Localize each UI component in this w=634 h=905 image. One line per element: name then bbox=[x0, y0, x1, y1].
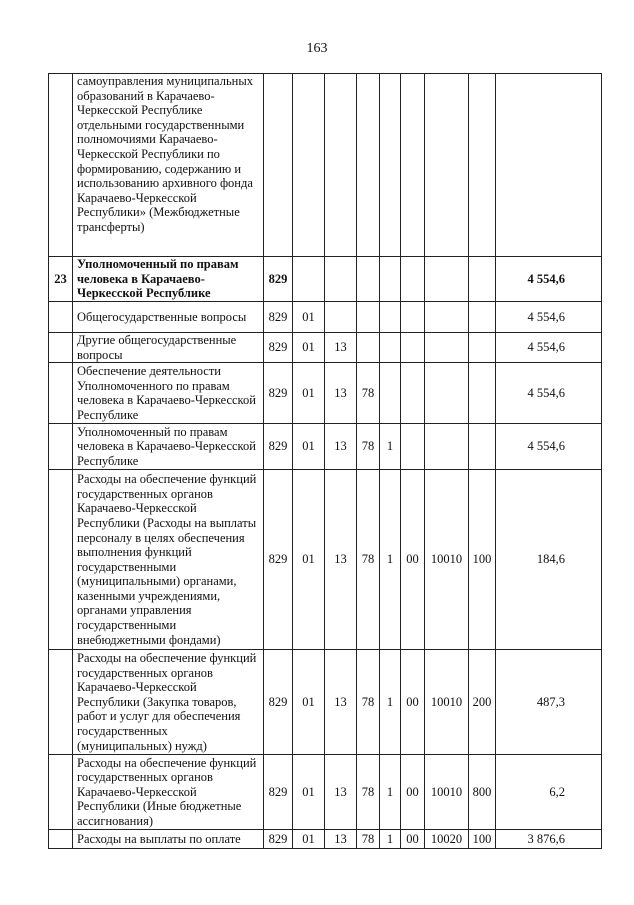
row-rz: 01 bbox=[293, 650, 325, 755]
row-pr: 13 bbox=[325, 470, 357, 650]
row-number bbox=[49, 363, 73, 424]
row-ved: 829 bbox=[264, 302, 293, 333]
row-name: самоуправления муниципальных образований в Карачаево-Черкесской Республике отдельными государственными полномочиями Карачаево-Черкесской Республики по формированию, содержанию и использованию архивного фонда Карачаево-Черкесской Республики» (Межбюджетные трансферты) bbox=[73, 74, 264, 257]
row-vr: 800 bbox=[469, 755, 496, 830]
row-rz: 01 bbox=[293, 363, 325, 424]
row-vr bbox=[469, 74, 496, 257]
row-cs-direction bbox=[425, 74, 469, 257]
row-cs-subprogram bbox=[380, 257, 401, 302]
table-row bbox=[49, 333, 602, 363]
row-cs-program: 78 bbox=[357, 650, 380, 755]
row-vr: 200 bbox=[469, 650, 496, 755]
row-vr bbox=[469, 257, 496, 302]
row-cs-direction bbox=[425, 333, 469, 363]
row-cs-direction bbox=[425, 257, 469, 302]
row-cs-subprogram: 1 bbox=[380, 470, 401, 650]
row-number bbox=[49, 470, 73, 650]
row-name: Уполномоченный по правам человека в Карачаево-Черкесской Республике bbox=[73, 257, 264, 302]
row-name: Обеспечение деятельности Уполномоченного по правам человека в Карачаево-Черкесской Республике bbox=[73, 363, 264, 424]
row-vr: 100 bbox=[469, 470, 496, 650]
row-ved bbox=[264, 74, 293, 257]
row-rz: 01 bbox=[293, 755, 325, 830]
row-cs-direction bbox=[425, 302, 469, 333]
row-number bbox=[49, 74, 73, 257]
row-ved: 829 bbox=[264, 333, 293, 363]
row-ved: 829 bbox=[264, 755, 293, 830]
table-row bbox=[49, 755, 602, 830]
row-ved: 829 bbox=[264, 257, 293, 302]
row-sum: 487,3 bbox=[496, 650, 602, 755]
row-cs-subprogram: 1 bbox=[380, 424, 401, 470]
row-cs-direction bbox=[425, 363, 469, 424]
row-cs-program: 78 bbox=[357, 363, 380, 424]
table-row bbox=[49, 470, 602, 650]
row-vr bbox=[469, 363, 496, 424]
row-cs-subprogram: 1 bbox=[380, 755, 401, 830]
row-sum: 184,6 bbox=[496, 470, 602, 650]
row-sum: 4 554,6 bbox=[496, 257, 602, 302]
table-row bbox=[49, 363, 602, 424]
budget-table bbox=[48, 73, 602, 849]
row-vr bbox=[469, 424, 496, 470]
row-cs-event: 00 bbox=[401, 650, 425, 755]
row-ved: 829 bbox=[264, 424, 293, 470]
row-rz: 01 bbox=[293, 333, 325, 363]
row-cs-direction: 10010 bbox=[425, 755, 469, 830]
row-cs-subprogram bbox=[380, 363, 401, 424]
row-cs-event bbox=[401, 363, 425, 424]
row-rz bbox=[293, 257, 325, 302]
row-number bbox=[49, 755, 73, 830]
row-number bbox=[49, 650, 73, 755]
table-row bbox=[49, 650, 602, 755]
row-vr: 100 bbox=[469, 830, 496, 849]
row-ved: 829 bbox=[264, 830, 293, 849]
row-number bbox=[49, 333, 73, 363]
row-cs-program bbox=[357, 333, 380, 363]
row-sum: 4 554,6 bbox=[496, 333, 602, 363]
row-pr: 13 bbox=[325, 650, 357, 755]
row-sum: 3 876,6 bbox=[496, 830, 602, 849]
row-rz: 01 bbox=[293, 470, 325, 650]
row-pr: 13 bbox=[325, 424, 357, 470]
row-pr: 13 bbox=[325, 830, 357, 849]
row-cs-event bbox=[401, 424, 425, 470]
row-cs-event: 00 bbox=[401, 470, 425, 650]
row-cs-subprogram bbox=[380, 74, 401, 257]
row-name: Общегосударственные вопросы bbox=[73, 302, 264, 333]
row-cs-direction: 10020 bbox=[425, 830, 469, 849]
row-cs-program: 78 bbox=[357, 424, 380, 470]
row-cs-event bbox=[401, 302, 425, 333]
row-rz: 01 bbox=[293, 424, 325, 470]
row-rz: 01 bbox=[293, 302, 325, 333]
table-row bbox=[49, 74, 602, 257]
row-sum: 4 554,6 bbox=[496, 302, 602, 333]
row-number: 23 bbox=[49, 257, 73, 302]
row-cs-subprogram bbox=[380, 333, 401, 363]
row-number bbox=[49, 424, 73, 470]
row-name: Расходы на обеспечение функций государственных органов Карачаево-Черкесской Республики (Расходы на выплаты персоналу в целях обеспечения выполнения функций государственными (муниципальными) органами, казенными учреждениями, органами управления государственными внебюджетными фондами) bbox=[73, 470, 264, 650]
row-cs-event bbox=[401, 333, 425, 363]
row-cs-program: 78 bbox=[357, 830, 380, 849]
row-cs-subprogram: 1 bbox=[380, 830, 401, 849]
row-cs-program: 78 bbox=[357, 755, 380, 830]
row-number bbox=[49, 302, 73, 333]
row-name: Расходы на обеспечение функций государственных органов Карачаево-Черкесской Республики (Закупка товаров, работ и услуг для обеспечения государственных (муниципальных) нужд) bbox=[73, 650, 264, 755]
table-row bbox=[49, 257, 602, 302]
row-ved: 829 bbox=[264, 650, 293, 755]
row-cs-direction: 10010 bbox=[425, 650, 469, 755]
row-pr bbox=[325, 302, 357, 333]
row-cs-direction bbox=[425, 424, 469, 470]
row-name: Расходы на обеспечение функций государственных органов Карачаево-Черкесской Республики (Иные бюджетные ассигнования) bbox=[73, 755, 264, 830]
row-cs-event: 00 bbox=[401, 830, 425, 849]
row-ved: 829 bbox=[264, 470, 293, 650]
row-cs-program: 78 bbox=[357, 470, 380, 650]
row-rz: 01 bbox=[293, 830, 325, 849]
row-cs-program bbox=[357, 302, 380, 333]
table-row bbox=[49, 830, 602, 849]
row-number bbox=[49, 830, 73, 849]
row-cs-direction: 10010 bbox=[425, 470, 469, 650]
row-cs-program bbox=[357, 74, 380, 257]
row-name: Другие общегосударственные вопросы bbox=[73, 333, 264, 363]
row-vr bbox=[469, 302, 496, 333]
row-cs-subprogram: 1 bbox=[380, 650, 401, 755]
row-sum: 4 554,6 bbox=[496, 424, 602, 470]
row-sum: 4 554,6 bbox=[496, 363, 602, 424]
row-name: Расходы на выплаты по оплате bbox=[73, 830, 264, 849]
row-sum bbox=[496, 74, 602, 257]
row-cs-subprogram bbox=[380, 302, 401, 333]
row-cs-program bbox=[357, 257, 380, 302]
row-pr bbox=[325, 257, 357, 302]
row-pr: 13 bbox=[325, 333, 357, 363]
row-name: Уполномоченный по правам человека в Карачаево-Черкесской Республике bbox=[73, 424, 264, 470]
row-sum: 6,2 bbox=[496, 755, 602, 830]
row-pr: 13 bbox=[325, 755, 357, 830]
row-vr bbox=[469, 333, 496, 363]
row-pr bbox=[325, 74, 357, 257]
table-row bbox=[49, 424, 602, 470]
row-ved: 829 bbox=[264, 363, 293, 424]
row-pr: 13 bbox=[325, 363, 357, 424]
table-row bbox=[49, 302, 602, 333]
row-cs-event bbox=[401, 74, 425, 257]
page-number: 163 bbox=[306, 41, 328, 56]
row-cs-event bbox=[401, 257, 425, 302]
row-rz bbox=[293, 74, 325, 257]
row-cs-event: 00 bbox=[401, 755, 425, 830]
